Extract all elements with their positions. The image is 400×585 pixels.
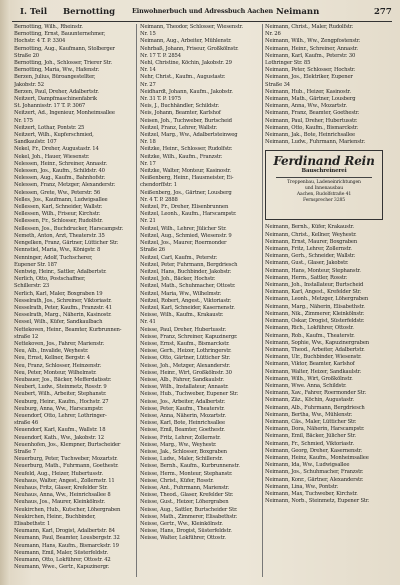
- directory-entry: Neuhaus, Walter, Angest., Zollernstr. 11: [14, 477, 115, 484]
- directory-entry: Neisse, Karl, Bote, Heinrichsallee: [140, 420, 225, 427]
- directory-entry: Neuendorf, Otto, Lehrer, Lothringer-: [14, 412, 107, 419]
- directory-entry: Neimann, Gerh., Schneider, Wallstr.: [265, 253, 356, 260]
- directory-entry: Elisabethstr. 1: [14, 521, 51, 528]
- directory-entry: Neimann, Walter, Heizer, Sandkaulstr.: [265, 368, 362, 375]
- directory-entry: Nr. 26: [265, 31, 281, 38]
- directory-entry: Neimann, Anna, Ww., Mozartstr.: [265, 103, 347, 110]
- directory-entry: Neisse, Emil, Beamter, Goethestr.: [140, 427, 225, 434]
- directory-entry: Neubauer, Jos., Bäcker, Mefferdatisstr.: [14, 376, 112, 383]
- column-3-top-entries: [265, 24, 384, 146]
- header-rule: [12, 21, 392, 22]
- directory-entry: Neisse, Franz, Schreiner, Kapuzinergr.: [140, 333, 238, 340]
- directory-entry: chendorffstr. 1: [140, 182, 177, 189]
- page-number-right: 277: [374, 7, 392, 17]
- directory-entry: Neitzel, Marg., Ww., Adalbertsteinweg: [140, 132, 238, 139]
- directory-entry: Neitzel, Maria, Ww., Wilhelmstr.: [140, 290, 222, 297]
- directory-entry: Neisse, Alb., Fahrer, Sandkaulstr.: [140, 376, 224, 383]
- directory-column-1: [14, 24, 133, 579]
- directory-entry: Neisse, Gust., Heizer, Löhergraben: [140, 499, 229, 506]
- directory-entry: Nr. 18: [140, 139, 156, 146]
- directory-entry: Neisen, Joh., Tuchweber, Burtscheid: [140, 117, 232, 124]
- directory-entry: Neimann, Lina, Ww., Pontstr.: [265, 483, 339, 490]
- directory-entry: Neitzel, Math., Schuhmacher, Ottostr.: [140, 283, 236, 290]
- directory-entry: Neimann, Heinz, Kaufm., Monheimsallee: [265, 454, 369, 461]
- directory-entry: Neimann, Heinr., Schreiner, Annastr.: [265, 45, 358, 52]
- directory-entry: Neimann, Ida, Ww., Ludwigsallee: [265, 462, 350, 469]
- directory-entry: Neimann, Sophie, Ww., Kapuzinergraben: [265, 339, 370, 346]
- directory-entry: Neitzel, Aug., Schmied, Wiesenstr. 9: [140, 232, 232, 239]
- directory-entry: Neimann, Marg., Näherin, Elisabethstr.: [265, 303, 365, 310]
- directory-entry: Straße 26: [140, 247, 165, 254]
- directory-entry: Neidhardt, Johann, Kaufm., Jakobstr.: [140, 88, 233, 95]
- directory-entry: Neimann, Hub., Heizer, Kasinostr.: [265, 88, 351, 95]
- directory-entry: Nellessen, Karl, Schneider, Wallstr.: [14, 204, 103, 211]
- directory-entry: Neißenberg, Jos., Gärtner, Lousberg: [140, 189, 232, 196]
- ad-divider: [276, 177, 372, 178]
- directory-entry: Nelessen, Jos., Kaufm., Schildstr. 40: [14, 168, 105, 175]
- directory-entry: Neitzert, Wilh., Kupferschmied,: [14, 132, 94, 139]
- directory-entry: Nesselrath, Jos., Schreiner, Viktoriastr.: [14, 297, 112, 304]
- directory-entry: Neufeld, Aug., Heizer, Hubertusstr.: [14, 470, 103, 477]
- directory-entry: Neimann, Wilh., Ww., Zengpfostenstr.: [265, 38, 361, 45]
- directory-entry: Neimann, Fr., Schmied, Viktoriastr.: [265, 440, 354, 447]
- directory-entry: Neimann, Viktor, Beamter, Karlshof: [265, 361, 355, 368]
- directory-entry: Neimann, Christ., Kellner, Weyhestr.: [265, 231, 357, 238]
- directory-entry: Neitzke, Heinr., Schlosser, Rudolfstr.: [140, 146, 233, 153]
- directory-entry: Nelles, Jos., Kaufmann, Ludwigsallee: [14, 196, 108, 203]
- directory-entry: Neisse, Bernh., Kaufm., Kurbrunnenstr.: [140, 463, 240, 470]
- directory-entry: Nr. 21: [140, 218, 156, 225]
- directory-entry: Neisse, Peter, Kaufm., Theaterstr.: [140, 405, 225, 412]
- directory-entry: Neisse, Ant., Fuhrmann, Marienstr.: [140, 485, 230, 491]
- directory-entry: Neumann, Paul, Beamter, Lousbergstr. 32: [14, 535, 120, 542]
- directory-entry: Neisse, Marg., Ww., Weyhestr.: [140, 441, 217, 448]
- directory-entry: Neimann, Fritz, Lehrer, Zollernstr.: [265, 246, 352, 253]
- directory-entry: Neisse, Gertr., Ww., Kleinkölnstr.: [140, 521, 223, 528]
- directory-entry: Sandkaulstr. 107: [14, 139, 57, 146]
- directory-entry: Neimann, Rob., Kaufm., Theaterstr.: [265, 332, 355, 339]
- directory-entry: Neimann, Karl, Kaufm., Peterstr. 30: [265, 52, 356, 59]
- directory-entry: Nennstiel, Maria, Ww., Königstr. 8: [14, 247, 101, 254]
- directory-entry: Neuburg, Anna, Ww., Harscampstr.: [14, 405, 104, 412]
- directory-entry: Berzen, Julius, Büroangestellter,: [14, 74, 96, 81]
- directory-entry: Nekel, Joh., Hauer, Wiesenstr.: [14, 153, 90, 160]
- directory-entry: Neisse, Heinr., Wirt, Großkölnstr. 30: [140, 369, 232, 376]
- directory-entry: Neisse, Anna, Näherin, Mozartstr.: [140, 412, 226, 419]
- directory-entry: Neu, Ernst, Kellner, Bergstr. 4: [14, 355, 90, 362]
- directory-entry: Bernotting, Joh., Schlosser, Trierer Str.: [14, 60, 112, 67]
- directory-entry: Jakobstr. 52: [14, 81, 44, 88]
- directory-entry: Neimann, Paul, Dreher, Hubertusstr.: [265, 117, 358, 124]
- directory-entry: Nettekoven, Heinr., Beamter, Kurbrunnen-: [14, 326, 122, 333]
- directory-entry: Neimann, Wwe. Anna, Schildstr.: [265, 382, 347, 389]
- directory-entry: Neimann, Ernst, Maurer, Boxgraben: [265, 238, 358, 245]
- directory-entry: Neisse, Hub., Tuchweber, Eupener Str.: [140, 391, 239, 398]
- directory-entry: Neimann, Jak., Bote, Heinrichsallee: [265, 132, 355, 139]
- directory-entry: Neubert, Wilh., Arbeiter, Stephanstr.: [14, 391, 107, 398]
- advertisement-box: [265, 150, 383, 220]
- directory-entry: Bernotting, Aug., Kaufmann, Stolberger: [14, 45, 115, 52]
- directory-entry: Neuhaus, Fritz, Glaser, Krefelder Str.: [14, 485, 108, 491]
- directory-entry: Nr. 41: [140, 319, 156, 326]
- directory-entry: Neu, Peter, Monteur, Wilhelmstr.: [14, 369, 97, 376]
- directory-entry: Nellessen, Jos., Buchdrucker, Harscampstr.: [14, 225, 124, 232]
- directory-entry: Neuhaus, Anna, Ww., Heinrichsallee 8: [14, 492, 111, 499]
- directory-entry: Neimann, Oskar, Drogist, Süsterfeldstr.: [265, 318, 365, 325]
- directory-entry: Bernotting, Maria, Ww., Hafenstr.: [14, 67, 100, 74]
- directory-entry: Nelessen, Heinr., Schreiner, Annastr.: [14, 160, 107, 167]
- directory-entry: Nerlich, Otto, Postschaffner,: [14, 276, 86, 283]
- directory-entry: Neimann, Nik., Zimmerer, Kleinkölnstr.: [265, 310, 365, 317]
- directory-entry: Nr. 4 T. P. 2888: [140, 196, 178, 203]
- directory-entry: Neimann, Theodor, Schlosser, Wiesenstr.: [140, 24, 243, 30]
- directory-entry: Neitzel, Leonh., Kaufm., Harscampstr.: [140, 211, 237, 218]
- directory-entry: Neimann, Dora, Näherin, Harscampstr.: [265, 426, 365, 433]
- directory-entry: Neimann, Gust., Glaser, Jakobstr.: [265, 260, 349, 267]
- directory-entry: Neisse, Ernst, Kaufm., Bismarckstr.: [140, 340, 230, 347]
- column-3-bottom-entries: [265, 224, 384, 505]
- directory-entry: Neimann, Zäz., Köchin, Augustastr.: [265, 397, 354, 404]
- directory-entry: Neimann, Bertha, Ww., Mühlenstr.: [265, 411, 353, 418]
- directory-entry: Neuendorf, Kath., Ww., Jakobstr. 12: [14, 434, 104, 441]
- directory-entry: Neisse, Theod., Glaser, Krefelder Str.: [140, 492, 234, 499]
- directory-entry: Nehr, Christ., Kaufm., Augustastr.: [140, 74, 226, 81]
- directory-entry: Neisse, Otto, Gärtner, Lütticher Str.: [140, 355, 231, 362]
- page-header: [8, 3, 392, 21]
- directory-entry: Neimann, Xav., Fahrer, Roermonder Str.: [265, 390, 366, 397]
- directory-entry: Neimann, Jos., Elektriker, Eupener: [265, 74, 353, 81]
- directory-entry: Neimann, Emil, Bäcker, Jülicher Str.: [265, 433, 356, 440]
- directory-entry: Neis, J., Buchhändler, Schildstr.: [140, 103, 220, 110]
- directory-entry: Neimann, Otto, Kaufm., Bismarckstr.: [265, 124, 359, 131]
- directory-entry: St. Johannisstr. 17 T. P. 3067: [14, 103, 86, 110]
- directory-entry: Neimann, Max, Tuchweber, Kirchstr.: [265, 490, 358, 497]
- directory-entry: Neisse, Wilh., Kaufm., Krakaustr.: [140, 312, 224, 319]
- directory-entry: Nesselrath, Peter, Kaufm., Franzstr. 41: [14, 304, 112, 311]
- directory-entry: Neitzel, Fr., Dreher, Elisenbrunnen: [140, 204, 229, 211]
- directory-entry: Neitzert, Ad., Ingenieur, Monheimsallee: [14, 110, 115, 117]
- header-right-keyword: Neimann: [276, 7, 320, 17]
- directory-entry: Nettekoven, Jos., Fahrer, Marienstr.: [14, 340, 104, 347]
- directory-entry: Neubert, Ludw., Steinmetz, Rosstr. 9: [14, 384, 107, 391]
- directory-entry: Neisse, Jos., Arbeiter, Adalbertstr.: [140, 398, 226, 405]
- directory-entry: Straße 20: [14, 52, 39, 59]
- directory-entry: Neisse, Math., Zimmerer, Elisabethstr.: [140, 513, 238, 520]
- directory-entry: Nr. 27: [140, 81, 156, 88]
- directory-entry: Nr. 14: [140, 67, 156, 74]
- directory-entry: Neimann, Hans, Monteur, Stephanstr.: [265, 267, 361, 274]
- directory-column-3: [265, 24, 384, 579]
- directory-entry: Neimann, Konr., Gärtner, Alexanderstr.: [265, 476, 364, 483]
- directory-entry: Neimann, Ludw., Fuhrmann, Marienstr.: [265, 139, 366, 146]
- directory-entry: Neisse, Wilh., Installateur, Annastr.: [140, 384, 229, 391]
- directory-entry: Neukirchen, Hub., Kutscher, Löhergraben: [14, 506, 121, 513]
- directory-entry: straße 12: [14, 333, 39, 340]
- directory-entry: Nelessen, Aug., Kaufm., Bahnhofstr.: [14, 175, 105, 182]
- directory-entry: Hochstr. 4 T. P. 3304: [14, 38, 66, 45]
- directory-entry: Neimann, Franz, Beamter, Goethestr.: [265, 110, 360, 117]
- directory-entry: Nekel, Fr., Dreher, Augustastr. 14: [14, 146, 99, 153]
- directory-entry: Neimann, Karl, Angest., Krefelder Str.: [265, 289, 362, 296]
- directory-entry: Nellessen, Fr., Schlosser, Rudolfstr.: [14, 218, 103, 225]
- directory-entry: Nengelken, Franz, Gärtner, Lütticher Str.: [14, 240, 119, 247]
- header-left-keyword: Bernotting: [63, 7, 116, 17]
- directory-entry: Nr. 175: [14, 117, 33, 124]
- directory-entry: Nelessen, Franz, Metzger, Alexanderstr.: [14, 182, 116, 189]
- directory-entry: Neimann, Cäs., Maler, Lütticher Str.: [265, 418, 357, 425]
- directory-entry: Neumann, Emil, Maler, Süsterfeldstr.: [14, 549, 108, 556]
- directory-entry: Neisse, Herm., Monteur, Stephanstr.: [140, 470, 233, 477]
- directory-entry: Neimann, Rich., Lokführer, Ottostr.: [265, 325, 354, 332]
- directory-entry: Nessel, Wilh., Küfer, Sandkaulbach: [14, 319, 103, 326]
- directory-entry: Neuhaus, Jos., Maurer, Kleinkölnstr.: [14, 499, 105, 506]
- directory-entry: Neisse, Walter, Lokführer, Ottostr.: [140, 535, 226, 542]
- ad-line: Treppenbau, Ladeneinrichtungen: [287, 180, 361, 186]
- directory-entry: Nehrbaß, Johann, Friseur, Großkölnstr.: [140, 45, 239, 52]
- directory-entry: Neumann, Wwe., Gertr., Kapuzinergr.: [14, 564, 110, 571]
- column-separator: [136, 24, 137, 577]
- directory-entry: Neisse, Hans, Drogist, Süsterfeldstr.: [140, 528, 232, 535]
- column-separator: [262, 24, 263, 577]
- directory-entry: Neimann, Jos., Schuhmacher, Franzstr.: [265, 469, 364, 476]
- directory-entry: Neimann, Bernh., Küfer, Krakaustr.: [265, 224, 354, 231]
- directory-entry: Neu, Franz, Schlosser, Heinzenstr.: [14, 362, 102, 369]
- directory-entry: Neitzel, Franz, Lehrer, Wallstr.: [140, 124, 218, 131]
- directory-entry: Nelessen, Grete, Ww., Peterstr. 56: [14, 189, 101, 196]
- directory-entry: Eupener Str. 187: [14, 261, 57, 268]
- directory-entry: Neitzel, Joh., Bäcker, Hochstr.: [140, 276, 216, 283]
- directory-entry: Nehl, Christine, Köchin, Jakobstr. 29: [140, 60, 232, 67]
- directory-entry: Bernotting, Ernst, Bauunternehmer,: [14, 31, 106, 38]
- page-fold-shadow: [0, 0, 10, 585]
- directory-entry: Straße 7: [14, 448, 36, 455]
- directory-entry: Nerlich, Karl, Maler, Boxgraben 19: [14, 290, 103, 297]
- directory-entry: Neimann, Georg, Dreher, Kasernenstr.: [265, 447, 363, 454]
- directory-entry: Neuburg, Heinr., Kaufm., Hochstr. 27: [14, 398, 109, 405]
- directory-entry: Nr. 15: [140, 31, 156, 38]
- directory-entry: Neu, Alb., Invalide, Weyhestr.: [14, 348, 89, 355]
- directory-entry: Neitzke, Wilh., Kaufm., Franzstr.: [140, 153, 223, 160]
- ad-line: Aachen, Rudolfstraße 41: [296, 192, 352, 198]
- directory-entry: Neimann, Alb., Fuhrmann, Bergdriesch: [265, 404, 365, 411]
- directory-entry: Neumann, Karl, Drogist, Adalbertstr. 84: [14, 528, 115, 535]
- directory-entry: Neimann, Leonh., Metzger, Löhergraben: [265, 296, 369, 303]
- ad-line: und Innenausbau: [304, 186, 344, 192]
- directory-entry: Neuerburg, Peter, Tuchweber, Mozartstr.: [14, 456, 118, 463]
- directory-entry: Neisse, Christ., Küfer, Rosstr.: [140, 477, 214, 484]
- directory-entry: Neitzel, Wilh., Lehrer, Jülicher Str.: [140, 225, 227, 232]
- directory-entry: Nentwig, Heinr., Sattler, Adalbertstr.: [14, 268, 107, 275]
- directory-entry: Neitzel, Karl, Schneider, Kasernenstr.: [140, 304, 235, 311]
- directory-entry: Neitzel, Carl, Kaufm., Peterstr.: [140, 254, 218, 261]
- directory-entry: Nemeth, Anton, Arzt, Theaterstr. 35: [14, 232, 105, 239]
- directory-entry: Neimann, Math., Gärtner, Lousberg: [265, 96, 356, 103]
- directory-entry: Neitzel, Peter, Fuhrmann, Bergdriesch: [140, 261, 238, 268]
- directory-entry: Neisse, Fritz, Lehrer, Zollernstr.: [140, 434, 221, 441]
- directory-entry: Nenninger, Adolf, Tuchscherer,: [14, 254, 93, 261]
- directory-entry: Neimann, Norb., Steinmetz, Eupener Str.: [265, 498, 370, 505]
- directory-entry: Neisse, Joh., Metzger, Alexanderstr.: [140, 362, 230, 369]
- directory-entry: Neimann, Wilh., Wirt, Großkölnstr.: [265, 375, 353, 382]
- directory-entry: Neuenhofen, Jos., Klempner, Burtscheider: [14, 441, 121, 448]
- directory-entry: Nesselrath, Marg., Näherin, Kasinostr.: [14, 312, 112, 319]
- directory-entry: Straße 34: [265, 81, 290, 88]
- directory-entry: Neimann, Christ., Maler, Rudolfstr.: [265, 24, 354, 30]
- directory-entry: Neumann, Hans, Kaufm., Bismarckstr. 19: [14, 542, 119, 549]
- directory-entry: Neimann, Joh., Installateur, Burtscheid: [265, 282, 364, 289]
- directory-entry: Nr. 17: [140, 160, 156, 167]
- directory-entry: Neitzel, Robert, Angest., Viktoriastr.: [140, 297, 232, 304]
- ad-company-name: Ferdinand Rein: [273, 154, 375, 169]
- directory-entry: Neisse, Gerh., Heizer, Lothringerstr.: [140, 348, 232, 355]
- directory-entry: Neuerburg, Math., Fuhrmann, Goethestr.: [14, 463, 119, 470]
- ad-subtitle: Bauschreinerei: [301, 168, 347, 175]
- directory-entry: Neisse, Paul, Dreher, Hubertusstr.: [140, 326, 227, 333]
- directory-entry: Neisse, Aug., Sattler, Burtscheider Str.: [140, 506, 238, 513]
- directory-entry: Neimann, Theod., Arbeiter, Adalbertstr.: [265, 346, 365, 353]
- directory-entry: Neuendorf, Karl, Kaufm., Wallstr. 18: [14, 427, 106, 434]
- directory-entry: Neitzke, Walter, Monteur, Kasinostr.: [140, 168, 231, 175]
- directory-column-2: [140, 24, 259, 579]
- directory-entry: straße 46: [14, 420, 39, 427]
- directory-entry: Nr. 31 T. P. 1975: [140, 96, 181, 103]
- directory-entry: Neitzert, Lothar, Pontstr. 25: [14, 124, 85, 131]
- header-title: Einwohnerbuch und Adressbuch Aachen: [132, 7, 274, 15]
- directory-entry: Neisse, Ludw., Maler, Schillerstr.: [140, 456, 223, 463]
- directory-entry: Neumann, Otto, Lokführer, Ottostr. 42: [14, 557, 111, 564]
- directory-entry: Neitzert, Dampfmaschinenfabrik: [14, 96, 97, 103]
- directory-entry: Neimann, Herm., Sattler, Rosstr.: [265, 274, 348, 281]
- directory-entry: Neimann, Aug., Arbeiter, Mühlenstr.: [140, 38, 232, 45]
- directory-entry: Bernotting, Wilh., Rheinstr.: [14, 24, 83, 30]
- ad-line: Fernsprecher 3285: [302, 198, 346, 204]
- directory-entry: Neitzel, Hans, Buchbinder, Jakobstr.: [140, 268, 232, 275]
- page-number-left: I. Teil: [20, 7, 48, 17]
- directory-entry: Neißenberg, Heinr., Hausmeister, Ei-: [140, 175, 234, 182]
- directory-entry: Neukirchen, Heinr., Buchbinder,: [14, 513, 96, 520]
- directory-entry: Neis, Johann, Beamter, Karlshof: [140, 110, 221, 117]
- directory-entry: Nellessen, Wilh., Friseur, Kirchstr.: [14, 211, 101, 218]
- directory-entry: Berzen, Paul, Dreher, Adalbertstr.: [14, 88, 99, 95]
- directory-entry: Schillerstr. 23: [14, 283, 50, 290]
- directory-entry: Lothringer Str. 85: [265, 60, 311, 67]
- directory-entry: Neisse, Jak., Schlosser, Boxgraben: [140, 448, 227, 455]
- directory-entry: Neimann, Ulr., Buchbinder, Wiesenstr.: [265, 354, 362, 361]
- directory-entry: Neitzel, Jos., Maurer, Roermonder: [140, 240, 227, 247]
- directory-entry: Nr. 17 T. P. 2854: [140, 52, 181, 59]
- directory-entry: Neimann, Peter, Schlosser, Hochstr.: [265, 67, 356, 74]
